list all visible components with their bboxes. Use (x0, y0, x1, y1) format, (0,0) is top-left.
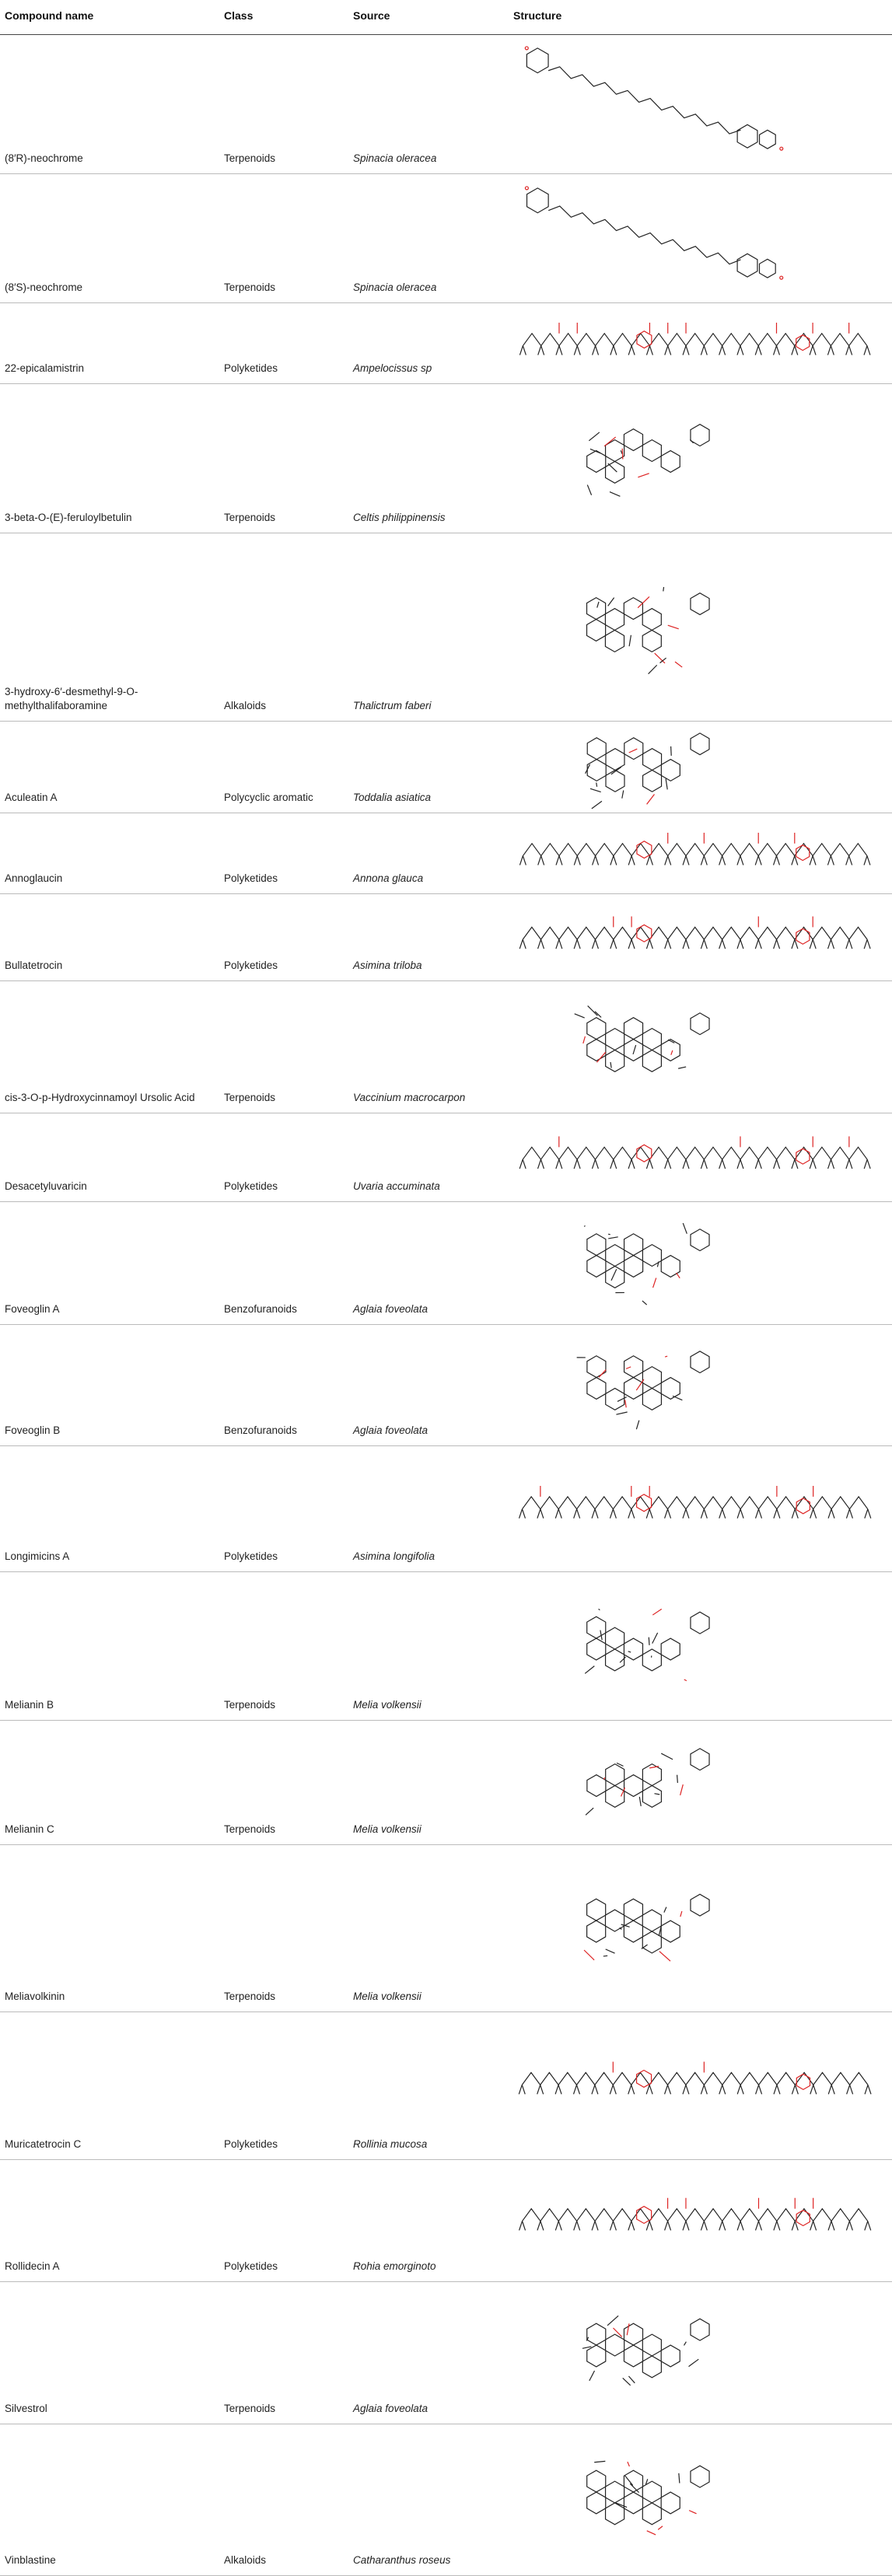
compound-name-cell: Foveoglin A (5, 1303, 60, 1315)
compound-source-cell: Rollinia mucosa (353, 2138, 428, 2150)
compound-name-cell: Desacetyluvaricin (5, 1180, 87, 1192)
table-row (0, 722, 892, 813)
table-row (0, 1845, 892, 2012)
compound-source-cell: Spinacia oleracea (353, 152, 437, 164)
compound-name-cell: Vinblastine (5, 2554, 56, 2566)
compound-name-cell: Longimicins A (5, 1550, 70, 1562)
spiro-structure-icon (513, 725, 886, 809)
compound-source-cell: Ampelocissus sp (353, 362, 432, 374)
table-row (0, 1721, 892, 1845)
compound-name-cell: Meliavolkinin (5, 1991, 65, 2002)
compound-name-cell: Rollidecin A (5, 2260, 60, 2272)
table-row (0, 384, 892, 533)
header-compound-name: Compound name (5, 9, 94, 22)
compound-name-cell: Foveoglin B (5, 1424, 61, 1436)
triterpene-structure-icon (513, 387, 886, 530)
acetogenin-structure-icon (513, 1117, 886, 1198)
carotenoid-structure-icon (513, 177, 886, 299)
compound-name-cell: Melianin B (5, 1699, 54, 1711)
compound-class-cell: Terpenoids (224, 2403, 276, 2414)
compound-class-cell: Benzofuranoids (224, 1424, 297, 1436)
compound-class-cell: Terpenoids (224, 1699, 276, 1711)
compound-source-cell: Toddalia asiatica (353, 792, 432, 803)
compound-class-cell: Polyketides (224, 2260, 278, 2272)
compound-source-cell: Asimina longifolia (353, 1550, 436, 1562)
limonoid-structure-icon (513, 1848, 886, 2008)
table-row (0, 303, 892, 384)
table-row (0, 2424, 892, 2576)
compound-class-cell: Alkaloids (224, 2554, 267, 2566)
header-structure: Structure (513, 9, 562, 22)
limonoid-structure-icon (513, 1724, 886, 1841)
compound-class-cell: Polyketides (224, 872, 278, 884)
table-row (0, 2282, 892, 2424)
chain-structure-icon (513, 2163, 886, 2278)
compound-name-cell: 3-hydroxy-6′-desmethyl-9-O-methylthalifaboramine (5, 686, 138, 711)
header-source: Source (353, 9, 390, 22)
table-row (0, 1572, 892, 1721)
chain-structure-icon (513, 1449, 886, 1568)
compound-source-cell: Rohia emorginoto (353, 2260, 436, 2272)
compound-class-cell: Terpenoids (224, 1991, 276, 2002)
compound-source-cell: Melia volkensii (353, 1699, 422, 1711)
compound-source-cell: Melia volkensii (353, 1991, 422, 2002)
carotenoid-structure-icon (513, 37, 886, 170)
table-row (0, 813, 892, 894)
limonoid-structure-icon (513, 2285, 886, 2420)
table-header (0, 0, 892, 35)
compound-class-cell: Terpenoids (224, 512, 276, 523)
header-class: Class (224, 9, 254, 22)
table-row (0, 1446, 892, 1572)
compound-source-cell: Celtis philippinensis (353, 512, 446, 523)
compound-name-cell: Aculeatin A (5, 792, 58, 803)
table-row (0, 894, 892, 981)
alkaloid-structure-icon (513, 537, 886, 718)
table-row (0, 1202, 892, 1325)
compound-source-cell: Thalictrum faberi (353, 700, 432, 711)
table-row (0, 1113, 892, 1202)
compound-source-cell: Catharanthus roseus (353, 2554, 451, 2566)
compound-class-cell: Polycyclic aromatic (224, 792, 313, 803)
compound-name-cell: Annoglaucin (5, 872, 63, 884)
alkaloid-structure-icon (513, 2427, 886, 2572)
compound-class-cell: Polyketides (224, 1550, 278, 1562)
acetogenin-structure-icon (513, 897, 886, 977)
compound-source-cell: Aglaia foveolata (353, 1424, 429, 1436)
compound-class-cell: Polyketides (224, 362, 278, 374)
compound-name-cell: Bullatetrocin (5, 959, 63, 971)
compound-name-cell: Silvestrol (5, 2403, 47, 2414)
compound-class-cell: Terpenoids (224, 281, 276, 293)
compound-source-cell: Aglaia foveolata (353, 2403, 429, 2414)
acetogenin-structure-icon (513, 2015, 886, 2156)
compound-source-cell: Vaccinium macrocarpon (353, 1092, 466, 1103)
compound-source-cell: Annona glauca (353, 872, 424, 884)
compound-source-cell: Asimina triloba (353, 959, 422, 971)
triterpene-structure-icon (513, 984, 886, 1110)
compound-name-cell: Melianin C (5, 1823, 54, 1835)
compound-class-cell: Terpenoids (224, 1823, 276, 1835)
compound-name-cell: (8′S)-neochrome (5, 281, 83, 293)
table-row (0, 533, 892, 722)
table-row (0, 34, 892, 174)
limonoid-structure-icon (513, 1575, 886, 1717)
compound-class-cell: Terpenoids (224, 1092, 276, 1103)
chain-structure-icon (513, 306, 886, 380)
compound-class-cell: Polyketides (224, 2138, 278, 2150)
rocaglamide-structure-icon (513, 1328, 886, 1442)
compound-name-cell: (8′R)-neochrome (5, 152, 83, 164)
compound-class-cell: Alkaloids (224, 700, 267, 711)
compound-name-cell: Muricatetrocin C (5, 2138, 82, 2150)
compound-source-cell: Aglaia foveolata (353, 1303, 429, 1315)
table-row (0, 2160, 892, 2282)
compound-class-cell: Benzofuranoids (224, 1303, 297, 1315)
compound-class-cell: Polyketides (224, 959, 278, 971)
compound-source-cell: Melia volkensii (353, 1823, 422, 1835)
compound-source-cell: Spinacia oleracea (353, 281, 437, 293)
compound-name-cell: 3-beta-O-(E)-feruloylbetulin (5, 512, 132, 523)
compound-name-cell: cis-3-O-p-Hydroxycinnamoyl Ursolic Acid (5, 1092, 195, 1103)
table-row (0, 981, 892, 1113)
acetogenin-structure-icon (513, 816, 886, 890)
compound-class-cell: Terpenoids (224, 152, 276, 164)
table-row (0, 1325, 892, 1446)
table-row (0, 174, 892, 303)
table-row (0, 2012, 892, 2160)
compound-class-cell: Polyketides (224, 1180, 278, 1192)
compound-name-cell: 22-epicalamistrin (5, 362, 85, 374)
rocaglamide-structure-icon (513, 1205, 886, 1321)
compound-source-cell: Uvaria accuminata (353, 1180, 440, 1192)
